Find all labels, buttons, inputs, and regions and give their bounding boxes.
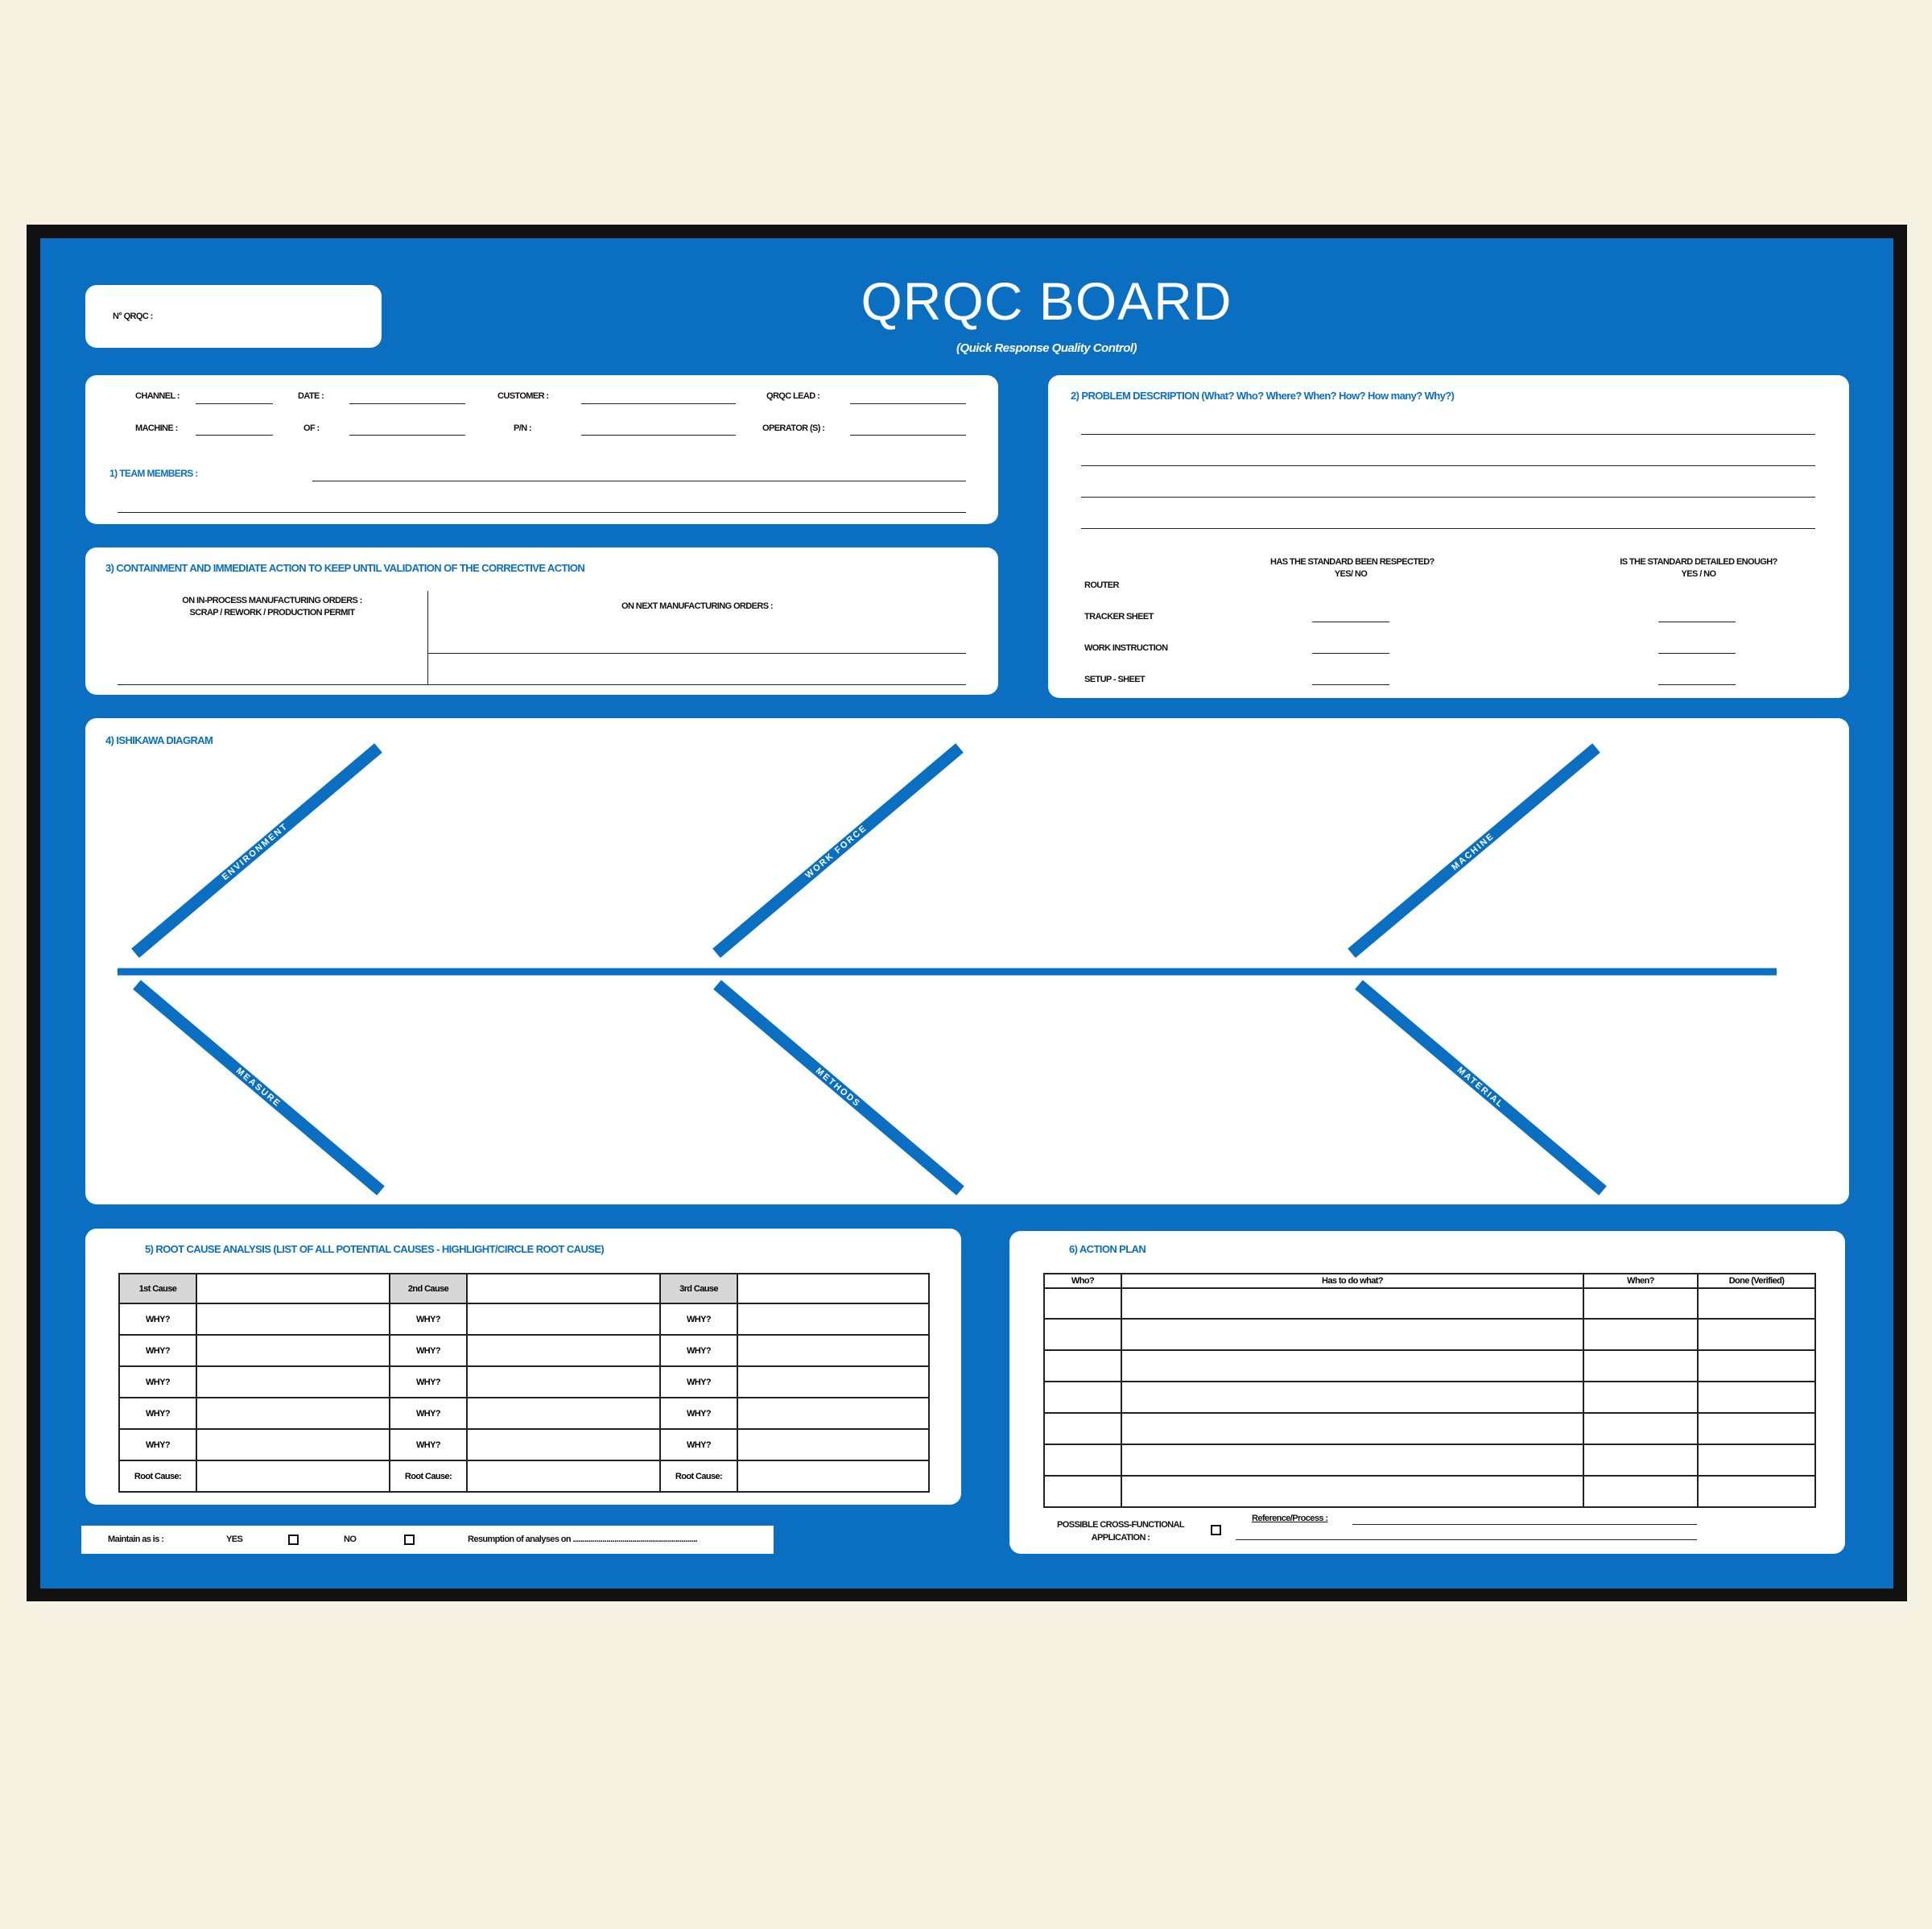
- resumption-label: Resumption of analyses on ...............................................................: [468, 1535, 698, 1544]
- why-cell[interactable]: [737, 1303, 929, 1335]
- ishikawa-title: 4) ISHIKAWA DIAGRAM: [105, 734, 213, 746]
- why-cell[interactable]: [737, 1398, 929, 1429]
- why-label: WHY?: [390, 1398, 467, 1429]
- root-cause-cell[interactable]: [737, 1460, 929, 1492]
- maintain-yes-checkbox[interactable]: [288, 1535, 299, 1545]
- action-cell[interactable]: [1044, 1476, 1121, 1507]
- why-label: WHY?: [119, 1429, 196, 1460]
- operators-label: OPERATOR (S) :: [762, 423, 825, 433]
- action-header: Who?: [1044, 1274, 1121, 1288]
- why-label: WHY?: [390, 1335, 467, 1366]
- why-cell[interactable]: [196, 1429, 390, 1460]
- reference-process-label: Reference/Process :: [1252, 1514, 1328, 1523]
- cause-header: 3rd Cause: [660, 1274, 737, 1303]
- qrqc-number-label: N° QRQC :: [113, 312, 153, 321]
- root-cause-label: Root Cause:: [119, 1460, 196, 1492]
- why-label: WHY?: [119, 1335, 196, 1366]
- maintain-label: Maintain as is :: [108, 1535, 164, 1544]
- channel-label: CHANNEL :: [135, 391, 180, 401]
- cross-functional-label: POSSIBLE CROSS-FUNCTIONAL: [1057, 1520, 1184, 1530]
- action-cell[interactable]: [1044, 1413, 1121, 1444]
- action-cell[interactable]: [1121, 1350, 1583, 1382]
- bone-label-work-force: WORK FORCE: [803, 823, 869, 881]
- action-cell[interactable]: [1044, 1350, 1121, 1382]
- date-label: DATE :: [298, 391, 324, 401]
- bone-label-methods: METHODS: [813, 1066, 863, 1109]
- action-cell[interactable]: [1698, 1350, 1815, 1382]
- standard-row-label: SETUP - SHEET: [1084, 675, 1146, 684]
- action-cell[interactable]: [1583, 1444, 1698, 1476]
- maintain-yes-label: YES: [226, 1535, 243, 1544]
- cause-cell[interactable]: [737, 1274, 929, 1303]
- action-cell[interactable]: [1583, 1288, 1698, 1319]
- action-cell[interactable]: [1698, 1319, 1815, 1350]
- action-cell[interactable]: [1583, 1319, 1698, 1350]
- cross-functional-sublabel: APPLICATION :: [1091, 1533, 1150, 1543]
- qrqc-lead-label: QRQC LEAD :: [766, 391, 820, 401]
- containment-title: 3) CONTAINMENT AND IMMEDIATE ACTION TO KEEP UNTIL VALIDATION OF THE CORRECTIVE ACTION: [105, 562, 585, 574]
- in-process-orders-label: ON IN-PROCESS MANUFACTURING ORDERS :: [182, 596, 362, 605]
- action-cell[interactable]: [1044, 1319, 1121, 1350]
- board-subtitle: (Quick Response Quality Control): [956, 341, 1137, 355]
- cause-cell[interactable]: [467, 1274, 660, 1303]
- why-cell[interactable]: [196, 1303, 390, 1335]
- cause-header: 2nd Cause: [390, 1274, 467, 1303]
- action-cell[interactable]: [1121, 1413, 1583, 1444]
- in-process-orders-sublabel: SCRAP / REWORK / PRODUCTION PERMIT: [189, 608, 355, 618]
- action-cell[interactable]: [1698, 1444, 1815, 1476]
- action-cell[interactable]: [1121, 1319, 1583, 1350]
- why-cell[interactable]: [467, 1303, 660, 1335]
- why-label: WHY?: [390, 1366, 467, 1398]
- maintain-no-checkbox[interactable]: [404, 1535, 415, 1545]
- action-cell[interactable]: [1583, 1476, 1698, 1507]
- why-cell[interactable]: [467, 1366, 660, 1398]
- cross-functional-checkbox[interactable]: [1211, 1525, 1221, 1535]
- cause-header: 1st Cause: [119, 1274, 196, 1303]
- reference-process-field-2[interactable]: [1236, 1539, 1697, 1540]
- action-cell[interactable]: [1121, 1476, 1583, 1507]
- bone-label-material: MATERIAL: [1455, 1065, 1506, 1110]
- action-cell[interactable]: [1121, 1382, 1583, 1413]
- machine-label: MACHINE :: [135, 423, 178, 433]
- action-cell[interactable]: [1583, 1382, 1698, 1413]
- standard-respected-options: YES/ NO: [1334, 569, 1368, 579]
- why-cell[interactable]: [196, 1366, 390, 1398]
- why-label: WHY?: [390, 1303, 467, 1335]
- standard-row-label: WORK INSTRUCTION: [1084, 643, 1168, 653]
- action-plan-table: [1043, 1273, 1816, 1508]
- root-cause-label: Root Cause:: [660, 1460, 737, 1492]
- of-label: OF :: [303, 423, 320, 433]
- root-cause-cell[interactable]: [467, 1460, 660, 1492]
- bone-label-measure: MEASURE: [233, 1066, 283, 1109]
- action-cell[interactable]: [1121, 1288, 1583, 1319]
- action-cell[interactable]: [1044, 1382, 1121, 1413]
- problem-description-title: 2) PROBLEM DESCRIPTION (What? Who? Where? When? How? How many? Why?): [1071, 390, 1455, 402]
- why-cell[interactable]: [737, 1335, 929, 1366]
- why-cell[interactable]: [196, 1398, 390, 1429]
- why-label: WHY?: [660, 1398, 737, 1429]
- standard-row-label: ROUTER: [1084, 580, 1119, 590]
- standard-respected-question: HAS THE STANDARD BEEN RESPECTED?: [1270, 557, 1435, 567]
- pn-label: P/N :: [514, 423, 532, 433]
- board-title: QRQC BOARD: [861, 271, 1232, 331]
- action-header: When?: [1583, 1274, 1698, 1288]
- why-label: WHY?: [660, 1303, 737, 1335]
- why-cell[interactable]: [467, 1429, 660, 1460]
- skf-logo: SKF.: [1761, 1521, 1823, 1550]
- standard-row-label: TRACKER SHEET: [1084, 612, 1154, 622]
- action-cell[interactable]: [1121, 1444, 1583, 1476]
- action-cell[interactable]: [1698, 1382, 1815, 1413]
- action-header: Has to do what?: [1121, 1274, 1583, 1288]
- why-cell[interactable]: [737, 1366, 929, 1398]
- why-cell[interactable]: [467, 1335, 660, 1366]
- maintain-no-label: NO: [344, 1535, 357, 1544]
- action-header: Done (Verified): [1698, 1274, 1815, 1288]
- customer-label: CUSTOMER :: [497, 391, 549, 401]
- action-cell[interactable]: [1044, 1288, 1121, 1319]
- why-label: WHY?: [119, 1398, 196, 1429]
- reference-process-field-1[interactable]: [1352, 1524, 1697, 1525]
- root-cause-cell[interactable]: [196, 1460, 390, 1492]
- action-plan-title: 6) ACTION PLAN: [1069, 1243, 1146, 1255]
- team-members-label: 1) TEAM MEMBERS :: [109, 468, 198, 479]
- why-label: WHY?: [660, 1366, 737, 1398]
- root-cause-table: [118, 1273, 930, 1493]
- why-cell[interactable]: [467, 1398, 660, 1429]
- bone-label-machine: MACHINE: [1450, 831, 1496, 873]
- why-label: WHY?: [660, 1335, 737, 1366]
- next-orders-label: ON NEXT MANUFACTURING ORDERS :: [621, 601, 773, 611]
- why-label: WHY?: [660, 1429, 737, 1460]
- bone-label-environment: ENVIRONMENT: [220, 821, 291, 882]
- why-label: WHY?: [390, 1429, 467, 1460]
- action-cell[interactable]: [1044, 1444, 1121, 1476]
- cause-cell[interactable]: [196, 1274, 390, 1303]
- root-cause-title: 5) ROOT CAUSE ANALYSIS (LIST OF ALL POTENTIAL CAUSES - HIGHLIGHT/CIRCLE ROOT CAUSE): [145, 1243, 605, 1255]
- action-cell[interactable]: [1583, 1350, 1698, 1382]
- action-cell[interactable]: [1698, 1288, 1815, 1319]
- why-cell[interactable]: [737, 1429, 929, 1460]
- why-cell[interactable]: [196, 1335, 390, 1366]
- action-cell[interactable]: [1583, 1413, 1698, 1444]
- standard-detailed-question: IS THE STANDARD DETAILED ENOUGH?: [1620, 557, 1777, 567]
- action-cell[interactable]: [1698, 1476, 1815, 1507]
- why-label: WHY?: [119, 1303, 196, 1335]
- why-label: WHY?: [119, 1366, 196, 1398]
- standard-detailed-options: YES / NO: [1681, 569, 1716, 579]
- root-cause-label: Root Cause:: [390, 1460, 467, 1492]
- action-cell[interactable]: [1698, 1413, 1815, 1444]
